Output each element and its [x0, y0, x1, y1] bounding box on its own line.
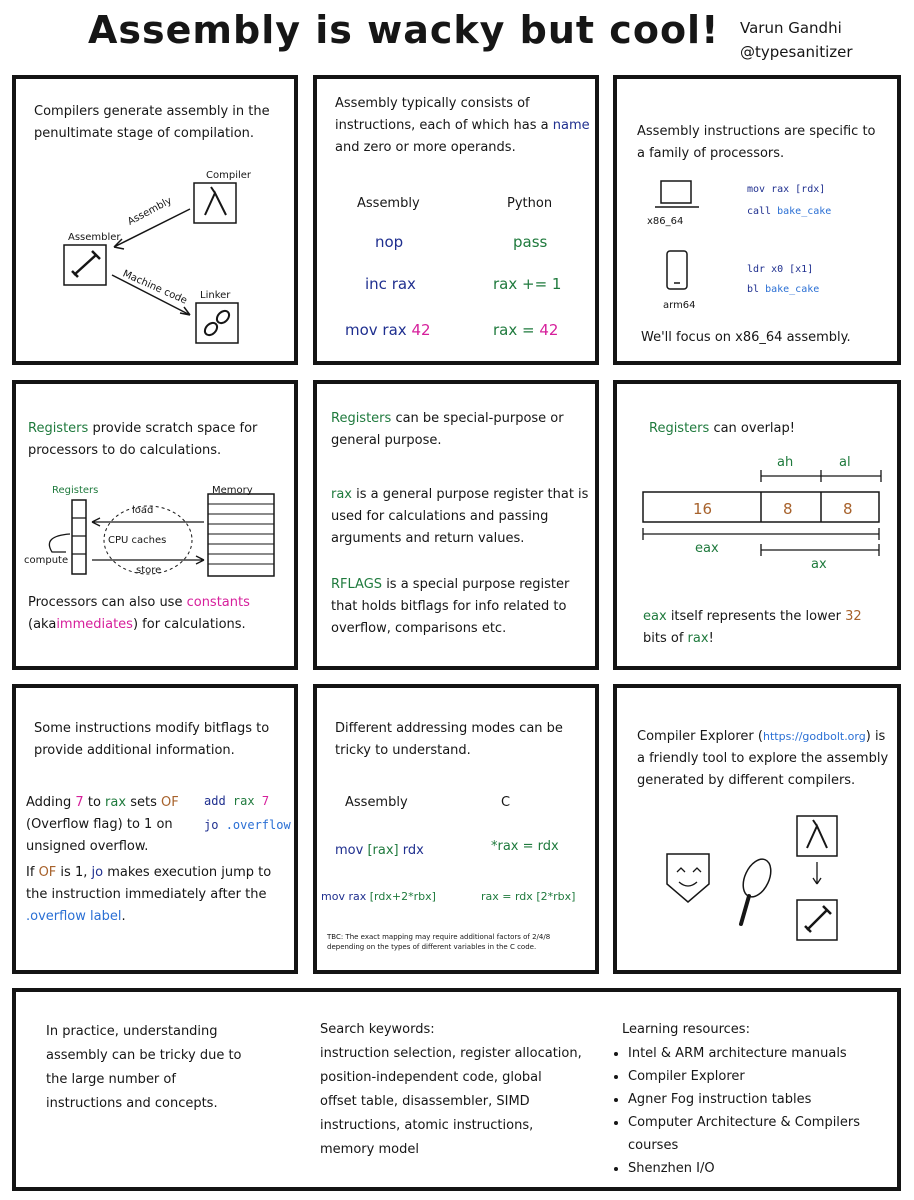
compute-label: compute: [24, 555, 69, 566]
panel1-diagram: [16, 79, 294, 361]
resources-title: Learning resources:: [622, 1022, 750, 1037]
panel4-text-2: Processors can also use constants (akaimmediates) for calculations.: [28, 595, 250, 632]
panel2-intro: Assembly typically consists of instructions, each of which has a name and zero or more operands.: [335, 96, 590, 155]
compiler-box: [194, 183, 236, 223]
cell-8b: 8: [843, 500, 853, 518]
wrench-icon: [72, 251, 100, 277]
list-item: • Compiler Explorer: [628, 1065, 900, 1088]
compiler-label: Compiler: [206, 170, 252, 181]
linker-label: Linker: [200, 290, 231, 301]
col-assembly-heading: Assembly: [357, 196, 420, 211]
panel8-footnote: TBC: The exact mapping may require additional factors of 2/4/8 depending on the types of different variables in the C code.: [327, 933, 551, 951]
col-python-heading: Python: [507, 196, 553, 211]
arm-label: arm64: [663, 300, 696, 311]
list-item: • Shenzhen I/O: [628, 1157, 900, 1180]
list-item: • Intel & ARM architecture manuals: [628, 1042, 900, 1065]
col-c-heading: C: [501, 795, 511, 810]
panel-compiler-explorer: [613, 684, 901, 974]
al-label: al: [839, 455, 851, 470]
store-label: store: [136, 565, 162, 576]
phone-icon: [663, 249, 693, 293]
list-item: • Computer Architecture & Compilers courses: [628, 1111, 900, 1157]
arm-line-1: ldr x0 [x1]: [747, 264, 814, 275]
panel-resources: [12, 988, 901, 1191]
x86-line-2: call bake_cake: [747, 206, 832, 217]
col-assembly-heading-2: Assembly: [345, 795, 408, 810]
code-line-add: add rax 7: [204, 794, 270, 808]
ah-label: ah: [777, 455, 794, 470]
keywords-list: instruction selection, register allocation, position-independent code, global offset table, disassembler, SIMD instructions, atomic instructions, memory model: [320, 1046, 582, 1157]
keywords-title: Search keywords:: [320, 1022, 435, 1037]
author-name: Varun Gandhi: [740, 19, 842, 37]
lambda-icon-2: [807, 820, 827, 848]
panel5-intro: Registers can be special-purpose or general purpose.: [331, 411, 564, 448]
name-word: name: [552, 118, 590, 133]
asm-row-3: mov rax 42: [345, 321, 431, 339]
panel-register-overlap: [613, 380, 901, 670]
panel-register-types: [313, 380, 599, 670]
link-icon: [203, 321, 220, 338]
arm-line-2: bl bake_cake: [747, 284, 820, 295]
cpu-cache-cloud: [104, 506, 192, 574]
cell-16: 16: [693, 500, 713, 518]
cell-8a: 8: [783, 500, 793, 518]
panel5-rflags: RFLAGS is a special purpose register that holds bitflags for info related to overflow, comparisons etc.: [331, 577, 570, 636]
panel7-explanation: Adding 7 to rax sets OF (Overflow flag) to 1 on unsigned overflow.: [26, 795, 179, 854]
code-line-jo: jo .overflow: [204, 818, 291, 832]
lambda-icon: [205, 187, 226, 215]
shield-face-icon: [667, 854, 709, 902]
spoon-icon: [738, 855, 777, 901]
compute-arrow: [49, 534, 70, 552]
panel7-jump-text: If OF is 1, jo makes execution jump to the instruction immediately after the .overflow label.: [26, 865, 272, 924]
panel7-intro: Some instructions modify bitflags to provide additional information.: [34, 721, 270, 758]
panel-instruction-anatomy: [313, 75, 599, 365]
addr-asm-row-2: mov rax [rdx+2*rbx]: [321, 890, 436, 903]
wrench-icon-2: [805, 906, 831, 932]
panel3-footer: We'll focus on x86_64 assembly.: [641, 330, 851, 345]
compiler-explorer-diagram: [617, 688, 897, 970]
panel-bitflags: [12, 684, 298, 974]
panel-processor-families: [613, 75, 901, 365]
page-title: Assembly is wacky but cool!: [88, 8, 720, 52]
panel5-rax: rax is a general purpose register that is used for calculations and passing arguments and return values.: [331, 487, 589, 546]
eax-bracket: [643, 528, 879, 540]
godbolt-link[interactable]: https://godbolt.org: [762, 730, 866, 743]
cache-label: CPU caches: [108, 535, 167, 546]
author-block: [740, 16, 853, 64]
down-arrow: [813, 862, 821, 884]
x86-label: x86_64: [647, 216, 684, 227]
ah-al-bracket: [761, 470, 881, 482]
panel-addressing-modes: [313, 684, 599, 974]
panel-registers-scratch: [12, 380, 298, 670]
panel4-text-1: Registers provide scratch space for processors to do calculations.: [28, 421, 258, 458]
panel9-text: Compiler Explorer (https://godbolt.org) is a friendly tool to explore the assembly generated by different compilers.: [637, 729, 889, 788]
registers-label: Registers: [52, 485, 99, 496]
py-row-1: pass: [513, 233, 548, 251]
py-row-3: rax = 42: [493, 321, 559, 339]
arrow-assembler-to-linker: [112, 275, 190, 315]
arrow-compiler-to-assembler: [114, 209, 190, 249]
addr-asm-row-1: mov [rax] rdx: [335, 843, 424, 858]
register-stack: [72, 500, 86, 574]
panel1-text: Compilers generate assembly in the penultimate stage of compilation.: [34, 104, 270, 141]
author-handle: @typesanitizer: [740, 43, 853, 61]
list-item: • Agner Fog instruction tables: [628, 1088, 900, 1111]
load-label: load: [132, 505, 154, 516]
ax-bracket: [761, 544, 879, 556]
addr-c-row-1: *rax = rdx: [491, 839, 559, 854]
panel3-text: Assembly instructions are specific to a family of processors.: [637, 124, 876, 161]
eax-label: eax: [695, 541, 719, 556]
panel6-intro: Registers can overlap!: [649, 421, 795, 436]
addr-c-row-2: rax = rdx [2*rbx]: [481, 890, 576, 903]
panel-compilation-stages: [12, 75, 298, 365]
linker-box: [196, 303, 238, 343]
assembler-label: Assembler: [68, 232, 121, 243]
asm-row-2: inc rax: [365, 275, 416, 293]
asm-row-1: nop: [375, 233, 404, 251]
store-arrow: [92, 556, 204, 564]
panel8-intro: Different addressing modes can be tricky to understand.: [335, 721, 563, 758]
resources-list: [610, 1042, 900, 1180]
memory-label: Memory: [212, 485, 253, 496]
panel10-text: In practice, understanding assembly can be tricky due to the large number of instructions and concepts.: [46, 1024, 242, 1111]
ax-label: ax: [811, 557, 827, 572]
panel6-footer: eax itself represents the lower 32 bits of rax!: [643, 609, 862, 646]
x86-line-1: mov rax [rdx]: [747, 184, 826, 195]
compiler-lambda-box: [797, 816, 837, 856]
machine-code-arrow-label: Machine code: [120, 268, 189, 307]
py-row-2: rax += 1: [493, 275, 562, 293]
assembly-arrow-label: Assembly: [126, 195, 174, 228]
